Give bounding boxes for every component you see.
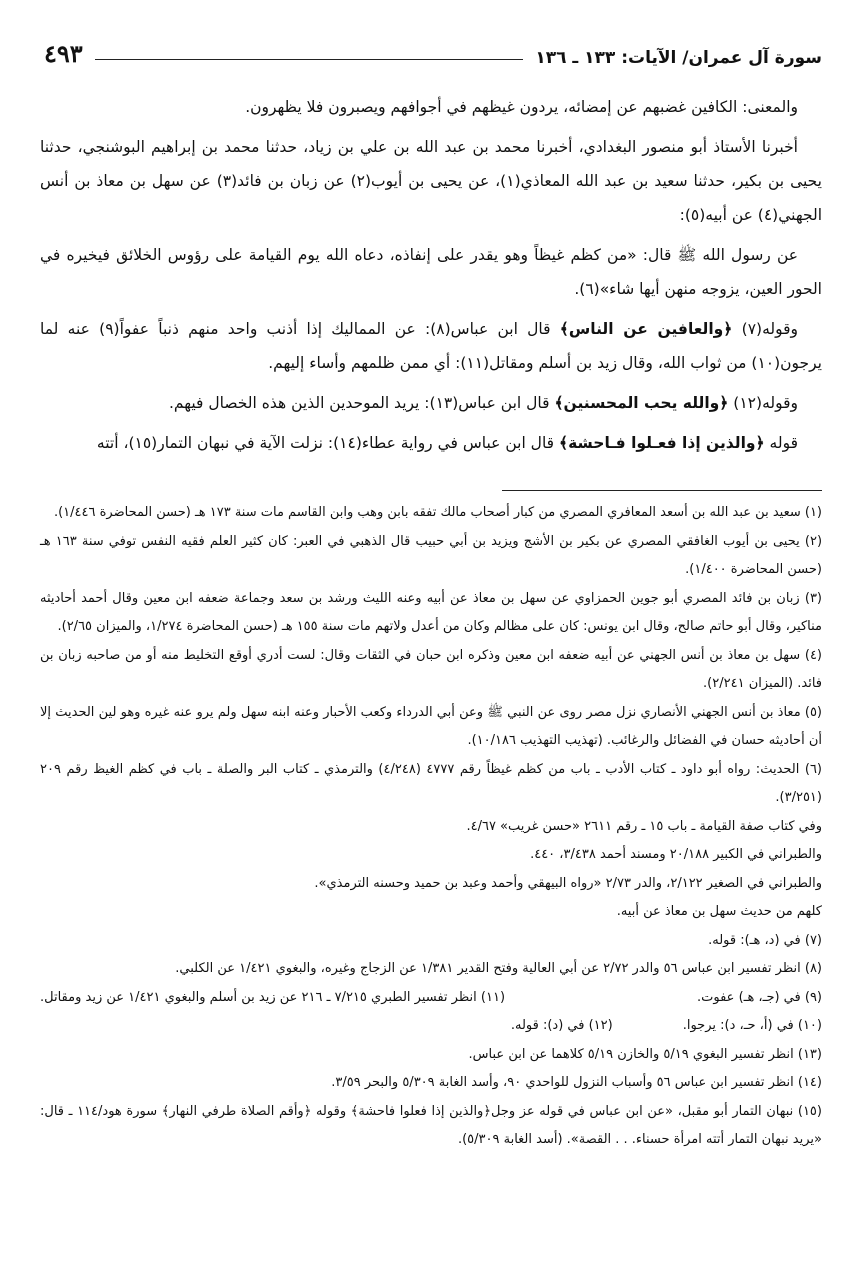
footnote-6-cont: وفي كتاب صفة القيامة ـ باب ١٥ ـ رقم ٢٦١١ «حسن غريب» ٤/٦٧. [466, 818, 822, 834]
footnote-4: (٤) سهل بن معاذ بن أنس الجهني عن أبيه ضعفه ابن معين وذكره ابن حبان في الثقات وقال: لست أدري أوقع التخليط منه أو من صاحبه زبان بن فائد. (الميزان ٢/٢٤١). [40, 647, 822, 691]
text: قوله [764, 434, 798, 452]
text: وقوله(١٢) [728, 394, 798, 412]
page-number: ٤٩٣ [44, 39, 83, 68]
quran-quote: ﴿والعافين عن الناس﴾ [559, 320, 733, 338]
footnote-14: (١٤) انظر تفسير ابن عباس ٥٦ وأسباب النزول للواحدي ٩٠، وأسد الغابة ٥/٣٠٩ والبحر ٣/٥٩. [331, 1075, 822, 1090]
footnote-12: (١٢) في (د): قوله. [510, 1018, 613, 1033]
page-header [40, 28, 822, 68]
text: قال ابن عباس(١٣): يريد الموحدين الذين هذه الخصال فيهم. [168, 394, 555, 412]
main-text [40, 90, 822, 460]
footnote-11: (١١) انظر تفسير الطبري ٧/٢١٥ ـ ٢١٦ عن زيد بن أسلم والبغوي ١/٤٢١ عن زيد ومقاتل. [40, 989, 506, 1005]
footnote-8: (٨) انظر تفسير ابن عباس ٥٦ والدر ٢/٧٢ عن أبي العالية وفتح القدير ١/٣٨١ عن الزجاج وغيره، والبغوي ١/٤٢١ عن الكلبي. [175, 961, 822, 976]
footnote-row-10-12 [40, 1012, 822, 1041]
paragraph-hadith: عن رسول الله ﷺ قال: «من كظم غيظاً وهو يقدر على إنفاذه، دعاه الله يوم القيامة على رؤوس الخلائق فيخيره في الحور العين، يزوجه منهن أيها شاء»(٦). [40, 246, 822, 298]
footnote-row-9-11 [40, 984, 822, 1013]
footnote-2: (٢) يحيى بن أيوب الغافقي المصري عن بكير بن الأشج ويزيد بن أبي حبيب قال الذهبي في العبر: كان كثير العلم فقيه النفس توفي سنة ١٦٣ هـ (حسن المحاضرة ١/٤٠٠). [40, 533, 823, 577]
text: قال ابن عباس(٨): عن المماليك إذا أذنب واحد منهم ذنباً عفواً(٩) عنه لما يرجون(١٠) من ثواب الله، وقال زيد بن أسلم ومقاتل(١١): أي ممن ظلمهم وأساء إليهم. [40, 320, 822, 372]
footnote-7: (٧) في (د، هـ): قوله. [708, 932, 822, 948]
paragraph-indecency [40, 426, 822, 460]
footnote-5: (٥) معاذ بن أنس الجهني الأنصاري نزل مصر روى عن النبي ﷺ وعن أبي الدرداء وكعب الأحبار وعنه ابنه سهل ولم يرو عنه غيره وهو لين الحديث إلا أن أحاديثه حسان في الفضائل والرغائب. (تهذيب التهذيب ١٠/١٨٦). [40, 704, 822, 748]
paragraph-isnad: أخبرنا الأستاذ أبو منصور البغدادي، أخبرنا محمد بن عبد الله بن علي بن زياد، حدثنا محمد بن إبراهيم البوشنجي، حدثنا يحيى بن بكير، حدثنا سعيد بن عبد الله المعاذي(١)، عن يحيى بن أيوب(٢) عن زبان بن فائد(٣) عن سهل بن معاذ بن أنس الجهني(٤) عن أبيه(٥): [40, 138, 823, 224]
text: قال ابن عباس في رواية عطاء(١٤): نزلت الآية في نبهان التمار(١٥)، أتته [96, 434, 560, 452]
paragraph-meaning: والمعنى: الكافين غضبهم عن إمضائه، يردون غيظهم في أجوافهم ويصبرون فلا يظهرون. [245, 98, 798, 116]
footnote-15: (١٥) نبهان التمار أبو مقبل، «عن ابن عباس في قوله عز وجل﴿والذين إذا فعلوا فاحشة﴾ وقوله ﴿وأقم الصلاة طرفي النهار﴾ سورة هود/١١٤ ـ قال: «يريد نبهان التمار أتته امرأة حسناء. . . القصة». (أسد الغابة ٥/٣٠٩). [40, 1103, 822, 1147]
footnote-6-cont: والطبراني في الصغير ٢/١٢٢، والدر ٢/٧٣ «رواه البيهقي وأحمد وعبد بن حميد وحسنه الترمذي». [314, 875, 822, 891]
footnote-separator [502, 490, 822, 491]
footnote-13: (١٣) انظر تفسير البغوي ٥/١٩ والخازن ٥/١٩ كلاهما عن ابن عباس. [468, 1046, 822, 1062]
footnote-1: (١) سعيد بن عبد الله بن أسعد المعافري المصري من كبار أصحاب مالك تفقه بابن وهب وابن القاسم مات سنة ١٧٣ هـ (حسن المحاضرة ١/٤٤٦). [53, 505, 822, 520]
footnote-3: (٣) زبان بن فائد المصري أبو جوين الحمزاوي عن سهل بن معاذ عن أبيه وعنه الليث ورشد بن سعد وجماعة ضعفه ابن معين وقال أحمد أحاديثه مناكير، وقال أبو حاتم صالح، وقال ابن يونس: كان على مظالم وكان من أعدل ولاتهم مات سنة ١٥٥ هـ (حسن المحاضرة ١/٢٧٤، والميزان ٢/٦٥). [40, 590, 822, 634]
text: وقوله(٧) [732, 320, 798, 338]
footnote-9: (٩) في (جـ، هـ) عفوت. [697, 989, 822, 1005]
header-rule [95, 59, 524, 60]
quran-quote: ﴿والذين إذا فعـلوا فـاحشة﴾ [559, 434, 765, 452]
quran-quote: ﴿والله يحب المحسنين﴾ [554, 394, 729, 412]
footnote-6-cont: كلهم من حديث سهل بن معاذ عن أبيه. [616, 904, 822, 919]
running-title: سورة آل عمران/ الآيات: ١٣٣ ـ ١٣٦ [535, 48, 822, 68]
paragraph-forgivers [40, 312, 822, 380]
footnote-10: (١٠) في (أ، حـ، د): يرجوا. [682, 1018, 822, 1033]
footnote-6: (٦) الحديث: رواه أبو داود ـ كتاب الأدب ـ باب من كظم غيظاً رقم ٤٧٧٧ (٤/٢٤٨) والترمذي ـ كتاب البر والصلة ـ باب في كظم الغيظ رقم ٢٠٩ (٣/٢٥١). [40, 761, 822, 805]
paragraph-doers-of-good [40, 386, 822, 420]
footnote-6-cont: والطبراني في الكبير ٢٠/١٨٨ ومسند أحمد ٣/٤٣٨، ٤٤٠. [530, 847, 822, 862]
footnotes [40, 499, 822, 1155]
book-page [40, 28, 822, 1155]
